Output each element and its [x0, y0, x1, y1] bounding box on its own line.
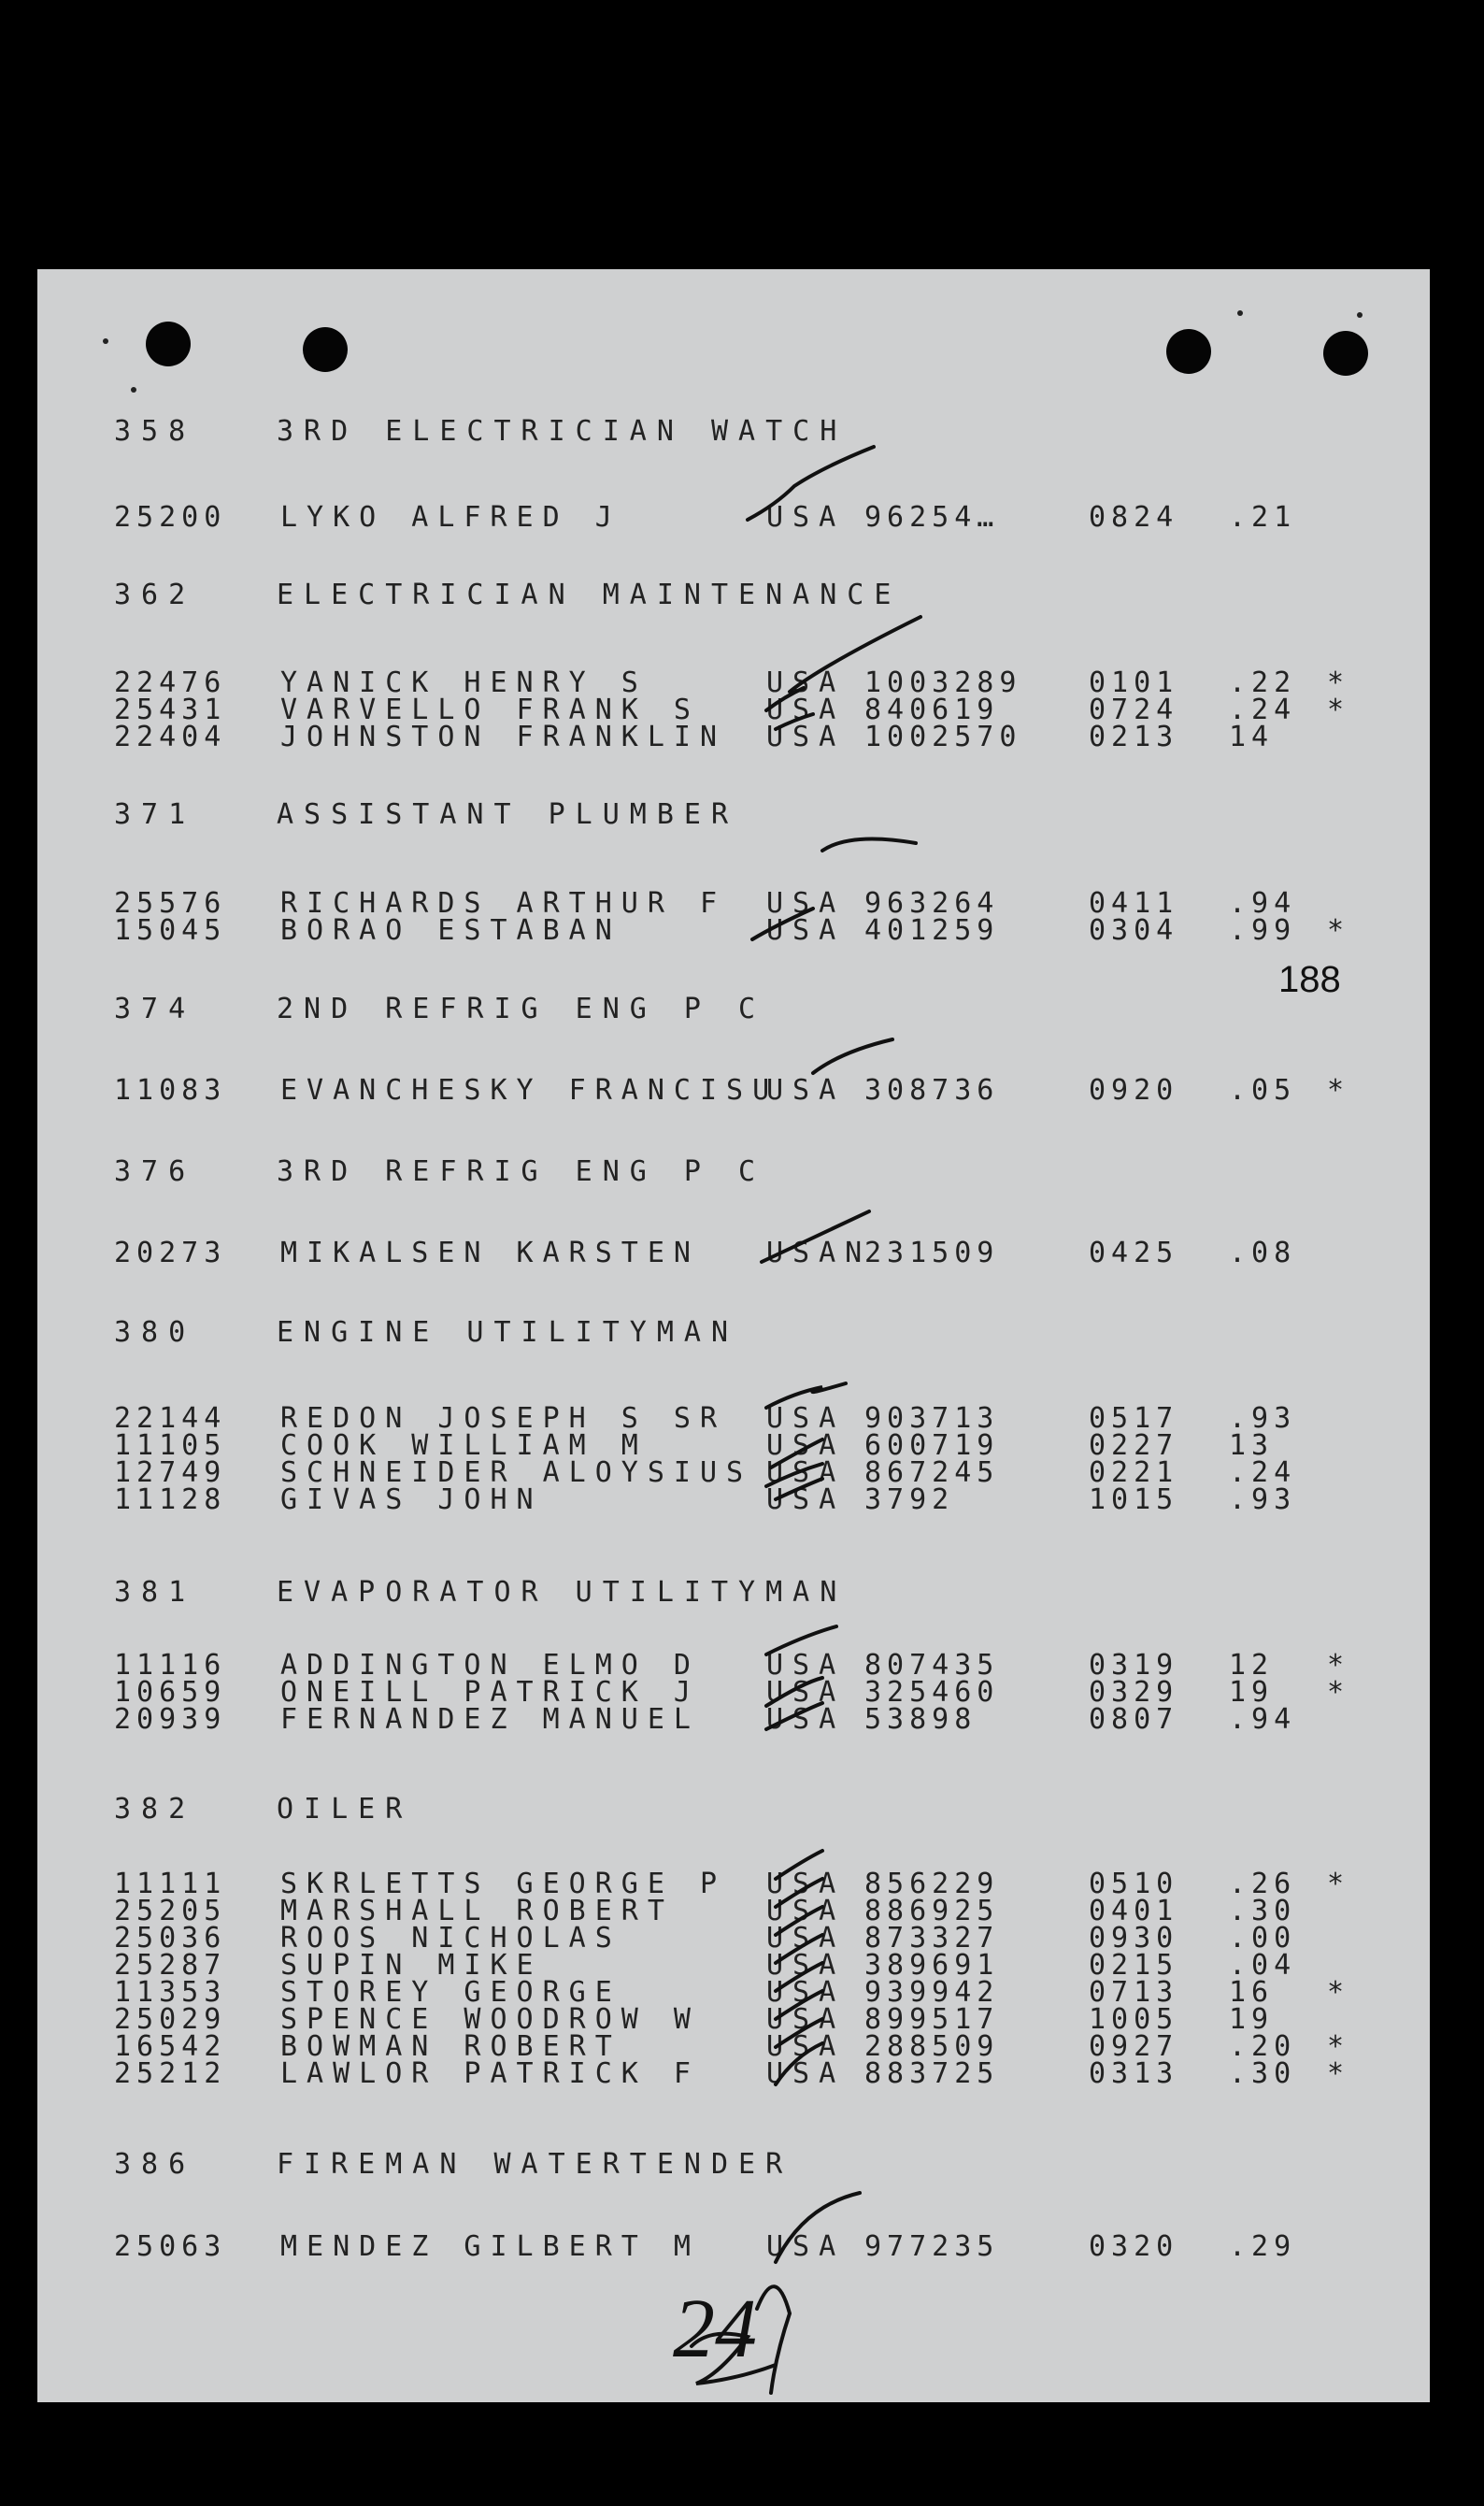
citizenship: USA — [766, 1456, 846, 1489]
employee-name: ADDINGTON ELMO D — [280, 1649, 700, 1682]
employee-name: SCHNEIDER ALOYSIUS — [280, 1456, 753, 1489]
asterisk-flag: * — [1327, 1074, 1348, 1107]
asterisk-flag: * — [1327, 2030, 1348, 2063]
record-number: 903713 — [864, 1402, 1000, 1435]
employee-name: LAWLOR PATRICK F — [280, 2057, 700, 2090]
record-value: .93 — [1229, 1402, 1297, 1435]
record-value: 19 — [1229, 2003, 1275, 2036]
asterisk-flag: * — [1327, 914, 1348, 947]
section-code: 381 — [114, 1576, 196, 1609]
citizenship: USA — [766, 2030, 846, 2063]
record-value: .24 — [1229, 694, 1297, 726]
asterisk-flag: * — [1327, 666, 1348, 699]
record-date: 0329 — [1089, 1676, 1179, 1709]
employee-name: SPENCE WOODROW W — [280, 2003, 700, 2036]
record-date: 0221 — [1089, 1456, 1179, 1489]
employee-id: 22404 — [114, 721, 227, 753]
record-number: 873327 — [864, 1922, 1000, 1955]
citizenship: USA — [766, 694, 846, 726]
record-date: 0807 — [1089, 1703, 1179, 1736]
record-value: .08 — [1229, 1237, 1297, 1269]
record-value: .99 — [1229, 914, 1297, 947]
section-title: 3RD REFRIG ENG P C — [277, 1155, 766, 1188]
record-number: 840619 — [864, 694, 1000, 726]
employee-name: RICHARDS ARTHUR F — [280, 887, 727, 920]
employee-name: LYKO ALFRED J — [280, 501, 621, 534]
employee-name: STOREY GEORGE — [280, 1976, 621, 2009]
record-number: 977235 — [864, 2230, 1000, 2263]
citizenship: USA — [766, 1429, 846, 1462]
employee-id: 11105 — [114, 1429, 227, 1462]
record-value: .00 — [1229, 1922, 1297, 1955]
employee-name: ROOS NICHOLAS — [280, 1922, 621, 1955]
citizenship: USA — [766, 1676, 846, 1709]
citizenship: USAN — [766, 1237, 872, 1269]
record-value: .22 — [1229, 666, 1297, 699]
employee-name: EVANCHESKY FRANCISU — [280, 1074, 779, 1107]
employee-name: GIVAS JOHN — [280, 1483, 543, 1516]
record-date: 0517 — [1089, 1402, 1179, 1435]
record-value: .20 — [1229, 2030, 1297, 2063]
record-value: .24 — [1229, 1456, 1297, 1489]
record-value: 19 — [1229, 1676, 1275, 1709]
record-date: 0313 — [1089, 2057, 1179, 2090]
section-code: 358 — [114, 415, 196, 448]
citizenship: USA — [766, 1895, 846, 1927]
record-value: .29 — [1229, 2230, 1297, 2263]
employee-id: 25200 — [114, 501, 227, 534]
record-date: 0213 — [1089, 721, 1179, 753]
employee-name: JOHNSTON FRANKLIN — [280, 721, 727, 753]
record-value: .21 — [1229, 501, 1297, 534]
record-date: 0713 — [1089, 1976, 1179, 2009]
handwritten-folio: 24 — [673, 2283, 757, 2375]
record-number: 807435 — [864, 1649, 1000, 1682]
employee-name: MARSHALL ROBERT — [280, 1895, 674, 1927]
employee-id: 25287 — [114, 1949, 227, 1982]
employee-name: SKRLETTS GEORGE P — [280, 1868, 727, 1900]
citizenship: USA — [766, 1949, 846, 1982]
citizenship: USA — [766, 1976, 846, 2009]
section-title: ELECTRICIAN MAINTENANCE — [277, 579, 902, 611]
record-value: .30 — [1229, 2057, 1297, 2090]
employee-name: VARVELLO FRANK S — [280, 694, 700, 726]
employee-id: 16542 — [114, 2030, 227, 2063]
record-number: 325460 — [864, 1676, 1000, 1709]
asterisk-flag: * — [1327, 1868, 1348, 1900]
record-date: 0920 — [1089, 1074, 1179, 1107]
employee-name: YANICK HENRY S — [280, 666, 648, 699]
record-number: 856229 — [864, 1868, 1000, 1900]
citizenship: USA — [766, 2003, 846, 2036]
employee-name: MENDEZ GILBERT M — [280, 2230, 700, 2263]
employee-id: 25431 — [114, 694, 227, 726]
record-date: 0930 — [1089, 1922, 1179, 1955]
record-date: 0401 — [1089, 1895, 1179, 1927]
citizenship: USA — [766, 1074, 846, 1107]
record-value: 13 — [1229, 1429, 1275, 1462]
asterisk-flag: * — [1327, 1976, 1348, 2009]
record-number: 939942 — [864, 1976, 1000, 2009]
asterisk-flag: * — [1327, 1676, 1348, 1709]
record-number: 1002570 — [864, 721, 1022, 753]
citizenship: USA — [766, 1483, 846, 1516]
record-value: .04 — [1229, 1949, 1297, 1982]
record-number: 389691 — [864, 1949, 1000, 1982]
record-date: 0510 — [1089, 1868, 1179, 1900]
record-number: 401259 — [864, 914, 1000, 947]
record-number: 963264 — [864, 887, 1000, 920]
record-date: 0425 — [1089, 1237, 1179, 1269]
employee-id: 20939 — [114, 1703, 227, 1736]
citizenship: USA — [766, 2057, 846, 2090]
employee-id: 25036 — [114, 1922, 227, 1955]
citizenship: USA — [766, 1703, 846, 1736]
section-title: OILER — [277, 1793, 413, 1826]
employee-name: SUPIN MIKE — [280, 1949, 543, 1982]
record-number: 53898 — [864, 1703, 977, 1736]
citizenship: USA — [766, 1649, 846, 1682]
record-number: 3792 — [864, 1483, 955, 1516]
page-number: 188 — [1278, 959, 1341, 1000]
employee-id: 10659 — [114, 1676, 227, 1709]
record-date: 0824 — [1089, 501, 1179, 534]
citizenship: USA — [766, 666, 846, 699]
record-number: 288509 — [864, 2030, 1000, 2063]
record-date: 0320 — [1089, 2230, 1179, 2263]
record-value: .94 — [1229, 887, 1297, 920]
employee-name: BOWMAN ROBERT — [280, 2030, 621, 2063]
record-date: 0304 — [1089, 914, 1179, 947]
citizenship: USA — [766, 914, 846, 947]
employee-id: 11116 — [114, 1649, 227, 1682]
record-date: 0411 — [1089, 887, 1179, 920]
citizenship: USA — [766, 1402, 846, 1435]
employee-id: 25576 — [114, 887, 227, 920]
employee-id: 12749 — [114, 1456, 227, 1489]
employee-name: REDON JOSEPH S SR — [280, 1402, 727, 1435]
record-value: .93 — [1229, 1483, 1297, 1516]
record-value: 14 — [1229, 721, 1275, 753]
employee-id: 11353 — [114, 1976, 227, 2009]
employee-name: MIKALSEN KARSTEN — [280, 1237, 700, 1269]
record-number: 308736 — [864, 1074, 1000, 1107]
citizenship: USA — [766, 887, 846, 920]
section-title: EVAPORATOR UTILITYMAN — [277, 1576, 848, 1609]
record-number: 883725 — [864, 2057, 1000, 2090]
section-title: 2ND REFRIG ENG P C — [277, 993, 766, 1025]
record-value: .26 — [1229, 1868, 1297, 1900]
record-date: 0227 — [1089, 1429, 1179, 1462]
section-code: 386 — [114, 2148, 196, 2181]
record-date: 0927 — [1089, 2030, 1179, 2063]
employee-name: BORAO ESTABAN — [280, 914, 621, 947]
section-title: ASSISTANT PLUMBER — [277, 798, 739, 831]
citizenship: USA — [766, 501, 846, 534]
section-code: 376 — [114, 1155, 196, 1188]
employee-id: 15045 — [114, 914, 227, 947]
section-code: 380 — [114, 1316, 196, 1349]
section-code: 371 — [114, 798, 196, 831]
record-number: 96254… — [864, 501, 1000, 534]
citizenship: USA — [766, 1922, 846, 1955]
record-value: 12 — [1229, 1649, 1275, 1682]
punch-hole — [1166, 329, 1211, 374]
employee-id: 25205 — [114, 1895, 227, 1927]
employee-id: 22144 — [114, 1402, 227, 1435]
record-number: 600719 — [864, 1429, 1000, 1462]
record-number: 1003289 — [864, 666, 1022, 699]
citizenship: USA — [766, 721, 846, 753]
record-date: 1005 — [1089, 2003, 1179, 2036]
record-value: .94 — [1229, 1703, 1297, 1736]
employee-name: COOK WILLIAM M — [280, 1429, 648, 1462]
employee-name: ONEILL PATRICK J — [280, 1676, 700, 1709]
citizenship: USA — [766, 1868, 846, 1900]
punch-hole — [1323, 331, 1368, 376]
record-value: 16 — [1229, 1976, 1275, 2009]
record-date: 0319 — [1089, 1649, 1179, 1682]
employee-id: 25063 — [114, 2230, 227, 2263]
section-code: 362 — [114, 579, 196, 611]
record-number: 899517 — [864, 2003, 1000, 2036]
record-date: 0724 — [1089, 694, 1179, 726]
section-code: 382 — [114, 1793, 196, 1826]
employee-id: 11128 — [114, 1483, 227, 1516]
citizenship: USA — [766, 2230, 846, 2263]
section-code: 374 — [114, 993, 196, 1025]
punch-hole — [303, 327, 348, 372]
employee-id: 22476 — [114, 666, 227, 699]
section-title: ENGINE UTILITYMAN — [277, 1316, 739, 1349]
employee-name: FERNANDEZ MANUEL — [280, 1703, 700, 1736]
record-value: .30 — [1229, 1895, 1297, 1927]
record-number: 886925 — [864, 1895, 1000, 1927]
section-title: FIREMAN WATERTENDER — [277, 2148, 793, 2181]
record-number: 231509 — [864, 1237, 1000, 1269]
asterisk-flag: * — [1327, 694, 1348, 726]
asterisk-flag: * — [1327, 1649, 1348, 1682]
employee-id: 11083 — [114, 1074, 227, 1107]
punch-hole — [146, 322, 191, 366]
record-value: .05 — [1229, 1074, 1297, 1107]
record-number: 867245 — [864, 1456, 1000, 1489]
employee-id: 20273 — [114, 1237, 227, 1269]
asterisk-flag: * — [1327, 2057, 1348, 2090]
employee-id: 25029 — [114, 2003, 227, 2036]
employee-id: 25212 — [114, 2057, 227, 2090]
employee-id: 11111 — [114, 1868, 227, 1900]
record-date: 1015 — [1089, 1483, 1179, 1516]
record-date: 0101 — [1089, 666, 1179, 699]
record-date: 0215 — [1089, 1949, 1179, 1982]
section-title: 3RD ELECTRICIAN WATCH — [277, 415, 848, 448]
